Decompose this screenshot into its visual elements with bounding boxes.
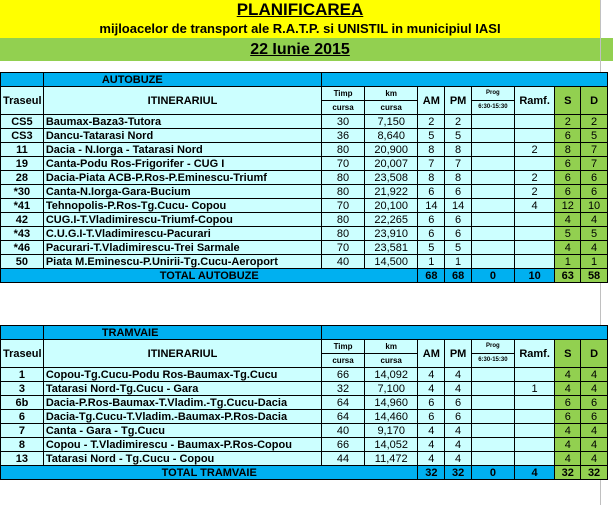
route-prog[interactable] [471,255,514,269]
autobuze-section-label: AUTOBUZE [43,73,321,87]
route-d[interactable]: 4 [581,382,608,396]
route-itinerary[interactable]: Tatarasi Nord-Tg.Cucu - Gara [43,382,321,396]
route-number[interactable]: *46 [1,241,44,255]
header-pm: PM [445,87,472,115]
route-itinerary[interactable]: Pacurari-T.Vladimirescu-Trei Sarmale [43,241,321,255]
route-prog[interactable] [471,424,514,438]
route-ramf[interactable] [514,410,555,424]
route-ramf[interactable]: 1 [514,382,555,396]
route-am[interactable]: 4 [418,424,445,438]
total-am: 32 [418,466,445,480]
table-row [1,129,608,143]
route-number[interactable]: 8 [1,438,44,452]
route-pm[interactable]: 4 [445,424,472,438]
route-itinerary[interactable]: C.U.G.I-T.Vladimirescu-Pacurari [43,227,321,241]
route-s[interactable]: 5 [555,227,581,241]
route-km[interactable]: 14,052 [364,438,418,452]
route-ramf[interactable]: 2 [514,143,555,157]
route-km[interactable]: 23,508 [364,171,418,185]
tramvaie-total-label: TOTAL TRAMVAIE [1,466,418,480]
total-ramf: 10 [514,269,555,283]
header-am: AM [418,87,445,115]
route-number[interactable]: 1 [1,368,44,382]
route-pm[interactable]: 8 [445,143,472,157]
route-prog[interactable] [471,115,514,129]
route-ramf[interactable] [514,255,555,269]
route-s[interactable]: 6 [555,129,581,143]
route-s[interactable]: 4 [555,213,581,227]
header-d: D [581,340,608,368]
route-d[interactable]: 4 [581,368,608,382]
route-time[interactable]: 40 [322,424,365,438]
section-filler [322,73,608,87]
route-time[interactable]: 70 [322,199,365,213]
route-am[interactable]: 8 [418,171,445,185]
route-pm[interactable]: 4 [445,368,472,382]
route-am[interactable]: 14 [418,199,445,213]
route-d[interactable]: 4 [581,438,608,452]
header-timp: Timp [322,340,365,354]
route-ramf[interactable] [514,227,555,241]
total-prog: 0 [471,269,514,283]
route-ramf[interactable] [514,213,555,227]
tramvaie-section-header [1,326,608,340]
route-am[interactable]: 6 [418,213,445,227]
route-prog[interactable] [471,129,514,143]
total-d: 32 [581,466,608,480]
sheet-edge-fill [601,38,613,61]
route-s[interactable]: 4 [555,241,581,255]
route-d[interactable]: 2 [581,115,608,129]
route-am[interactable]: 8 [418,143,445,157]
route-pm[interactable]: 5 [445,129,472,143]
route-ramf[interactable] [514,396,555,410]
route-km[interactable]: 20,100 [364,199,418,213]
route-d[interactable]: 6 [581,396,608,410]
route-ramf[interactable]: 4 [514,199,555,213]
tramvaie-section-label: TRAMVAIE [43,326,321,340]
route-s[interactable]: 4 [555,452,581,466]
header-ramf: Ramf. [514,87,555,115]
route-pm[interactable]: 1 [445,255,472,269]
route-number[interactable]: 42 [1,213,44,227]
section-filler [322,326,608,340]
route-am[interactable]: 6 [418,185,445,199]
route-pm[interactable]: 4 [445,438,472,452]
route-pm[interactable]: 6 [445,410,472,424]
route-pm[interactable]: 7 [445,157,472,171]
route-ramf[interactable] [514,424,555,438]
route-s[interactable]: 6 [555,171,581,185]
route-prog[interactable] [471,213,514,227]
route-d[interactable]: 7 [581,157,608,171]
route-d[interactable]: 5 [581,129,608,143]
route-km[interactable]: 21,922 [364,185,418,199]
route-prog[interactable] [471,452,514,466]
header-km-sub: cursa [364,101,418,115]
route-prog[interactable] [471,241,514,255]
route-km[interactable]: 23,910 [364,227,418,241]
column-header-row [1,87,608,101]
table-row [1,227,608,241]
route-km[interactable]: 22,265 [364,213,418,227]
route-time[interactable]: 64 [322,396,365,410]
route-s[interactable]: 6 [555,157,581,171]
route-km[interactable]: 9,170 [364,424,418,438]
section-spacer [1,73,44,87]
route-pm[interactable]: 6 [445,396,472,410]
table-row [1,157,608,171]
route-time[interactable]: 30 [322,115,365,129]
route-pm[interactable]: 5 [445,241,472,255]
route-prog[interactable] [471,157,514,171]
route-km[interactable]: 20,900 [364,143,418,157]
route-pm[interactable]: 8 [445,171,472,185]
route-ramf[interactable] [514,438,555,452]
route-am[interactable]: 1 [418,255,445,269]
route-itinerary[interactable]: Dacia-Piata ACB-P.Ros-P.Eminescu-Triumf [43,171,321,185]
route-number[interactable]: 13 [1,452,44,466]
total-s: 63 [555,269,581,283]
table-row [1,255,608,269]
route-prog[interactable] [471,438,514,452]
route-itinerary[interactable]: Dancu-Tatarasi Nord [43,129,321,143]
route-itinerary[interactable]: Dacia - N.Iorga - Tatarasi Nord [43,143,321,157]
route-am[interactable]: 4 [418,382,445,396]
route-ramf[interactable]: 2 [514,185,555,199]
table-row [1,241,608,255]
header-timp-sub: cursa [322,354,365,368]
route-number[interactable]: CS5 [1,115,44,129]
autobuze-total-row [1,269,608,283]
route-am[interactable]: 6 [418,227,445,241]
route-itinerary[interactable]: Dacia-P.Ros-Baumax-T.Vladim.-Tg.Cucu-Dacia [43,396,321,410]
table-row [1,452,608,466]
route-ramf[interactable] [514,452,555,466]
route-prog[interactable] [471,368,514,382]
route-number[interactable]: *30 [1,185,44,199]
route-itinerary[interactable]: Canta - Gara - Tg.Cucu [43,424,321,438]
route-d[interactable]: 5 [581,227,608,241]
table-row [1,185,608,199]
route-s[interactable]: 1 [555,255,581,269]
total-s: 32 [555,466,581,480]
route-km[interactable]: 20,007 [364,157,418,171]
total-pm: 32 [445,466,472,480]
table-row [1,368,608,382]
route-itinerary[interactable]: Baumax-Baza3-Tutora [43,115,321,129]
route-pm[interactable]: 2 [445,115,472,129]
route-km[interactable]: 14,092 [364,368,418,382]
header-ramf: Ramf. [514,340,555,368]
route-km[interactable]: 14,500 [364,255,418,269]
route-ramf[interactable] [514,241,555,255]
route-pm[interactable]: 14 [445,199,472,213]
route-number[interactable]: 50 [1,255,44,269]
route-prog[interactable] [471,143,514,157]
autobuze-table [0,72,608,283]
route-time[interactable]: 70 [322,241,365,255]
table-row [1,213,608,227]
route-am[interactable]: 4 [418,368,445,382]
route-time[interactable]: 66 [322,368,365,382]
table-row [1,171,608,185]
route-am[interactable]: 5 [418,241,445,255]
route-itinerary[interactable]: Dacia-Tg.Cucu-T.Vladim.-Baumax-P.Ros-Dacia [43,410,321,424]
route-itinerary[interactable]: Tatarasi Nord - Tg.Cucu - Copou [43,452,321,466]
table-row [1,382,608,396]
route-time[interactable]: 70 [322,157,365,171]
route-itinerary[interactable]: Canta-Podu Ros-Frigorifer - CUG I [43,157,321,171]
route-time[interactable]: 80 [322,185,365,199]
page-title: PLANIFICAREA [0,0,600,19]
route-s[interactable]: 4 [555,438,581,452]
route-km[interactable]: 7,100 [364,382,418,396]
table-row [1,115,608,129]
route-d[interactable]: 1 [581,255,608,269]
route-time[interactable]: 80 [322,171,365,185]
route-km[interactable]: 14,460 [364,410,418,424]
route-number[interactable]: 11 [1,143,44,157]
route-number[interactable]: CS3 [1,129,44,143]
header-prog-sub: 6:30-15:30 [471,101,514,115]
route-d[interactable]: 4 [581,452,608,466]
route-prog[interactable] [471,227,514,241]
route-pm[interactable]: 4 [445,452,472,466]
route-ramf[interactable] [514,157,555,171]
route-km[interactable]: 11,472 [364,452,418,466]
route-ramf[interactable] [514,368,555,382]
route-s[interactable]: 6 [555,185,581,199]
header-itinerariul: ITINERARIUL [43,87,321,115]
plan-date: 22 Iunie 2015 [0,38,600,61]
tramvaie-total-row [1,466,608,480]
route-d[interactable]: 10 [581,199,608,213]
route-km[interactable]: 23,581 [364,241,418,255]
route-d[interactable]: 4 [581,424,608,438]
route-s[interactable]: 2 [555,115,581,129]
header-s: S [555,340,581,368]
table-row [1,396,608,410]
route-s[interactable]: 4 [555,382,581,396]
route-number[interactable]: 28 [1,171,44,185]
route-time[interactable]: 80 [322,227,365,241]
header-d: D [581,87,608,115]
route-prog[interactable] [471,171,514,185]
header-km-sub: cursa [364,354,418,368]
header-prog: Prog [471,87,514,101]
table-row [1,438,608,452]
route-prog[interactable] [471,410,514,424]
route-number[interactable]: *43 [1,227,44,241]
route-d[interactable]: 6 [581,171,608,185]
route-am[interactable]: 6 [418,396,445,410]
route-am[interactable]: 4 [418,452,445,466]
route-pm[interactable]: 6 [445,227,472,241]
route-itinerary[interactable]: Tehnopolis-P.Ros-Tg.Cucu- Copou [43,199,321,213]
header-am: AM [418,340,445,368]
route-itinerary[interactable]: Copou-Tg.Cucu-Podu Ros-Baumax-Tg.Cucu [43,368,321,382]
route-d[interactable]: 6 [581,410,608,424]
route-number[interactable]: 19 [1,157,44,171]
route-d[interactable]: 4 [581,213,608,227]
autobuze-section-header [1,73,608,87]
header-pm: PM [445,340,472,368]
route-pm[interactable]: 6 [445,185,472,199]
route-pm[interactable]: 6 [445,213,472,227]
autobuze-total-label: TOTAL AUTOBUZE [1,269,418,283]
route-s[interactable]: 12 [555,199,581,213]
route-time[interactable]: 32 [322,382,365,396]
route-km[interactable]: 14,960 [364,396,418,410]
header-prog-sub: 6:30-15:30 [471,354,514,368]
route-ramf[interactable]: 2 [514,171,555,185]
header-km: km [364,87,418,101]
route-time[interactable]: 44 [322,452,365,466]
route-pm[interactable]: 4 [445,382,472,396]
route-time[interactable]: 36 [322,129,365,143]
route-prog[interactable] [471,185,514,199]
section-spacer [1,326,44,340]
table-row [1,424,608,438]
route-am[interactable]: 6 [418,410,445,424]
route-am[interactable]: 4 [418,438,445,452]
table-row [1,199,608,213]
route-itinerary[interactable]: Copou - T.Vladimirescu - Baumax-P.Ros-Copou [43,438,321,452]
route-s[interactable]: 4 [555,424,581,438]
total-prog: 0 [471,466,514,480]
route-prog[interactable] [471,396,514,410]
total-ramf: 4 [514,466,555,480]
route-am[interactable]: 5 [418,129,445,143]
route-itinerary[interactable]: CUG.I-T.Vladimirescu-Triumf-Copou [43,213,321,227]
route-number[interactable]: 3 [1,382,44,396]
route-d[interactable]: 4 [581,241,608,255]
route-time[interactable]: 80 [322,213,365,227]
route-itinerary[interactable]: Piata M.Eminescu-P.Unirii-Tg.Cucu-Aeroport [43,255,321,269]
header-itinerariul: ITINERARIUL [43,340,321,368]
page-subtitle: mijloacelor de transport ale R.A.T.P. si UNISTIL in municipiul IASI [0,19,600,38]
route-s[interactable]: 8 [555,143,581,157]
total-am: 68 [418,269,445,283]
route-s[interactable]: 4 [555,368,581,382]
total-d: 58 [581,269,608,283]
route-am[interactable]: 7 [418,157,445,171]
table-row [1,143,608,157]
route-prog[interactable] [471,199,514,213]
header-timp-sub: cursa [322,101,365,115]
route-number[interactable]: *41 [1,199,44,213]
route-d[interactable]: 7 [581,143,608,157]
route-time[interactable]: 64 [322,410,365,424]
header-traseu: Traseul [1,340,44,368]
route-itinerary[interactable]: Canta-N.Iorga-Gara-Bucium [43,185,321,199]
route-km[interactable]: 8,640 [364,129,418,143]
route-am[interactable]: 2 [418,115,445,129]
header-traseu: Traseul [1,87,44,115]
route-d[interactable]: 6 [581,185,608,199]
route-s[interactable]: 6 [555,396,581,410]
route-s[interactable]: 6 [555,410,581,424]
header-timp: Timp [322,87,365,101]
route-prog[interactable] [471,382,514,396]
header-prog: Prog [471,340,514,354]
route-time[interactable]: 66 [322,438,365,452]
total-pm: 68 [445,269,472,283]
route-number[interactable]: 6 [1,410,44,424]
route-number[interactable]: 6b [1,396,44,410]
tramvaie-table [0,325,608,480]
header-km: km [364,340,418,354]
route-number[interactable]: 7 [1,424,44,438]
route-time[interactable]: 80 [322,143,365,157]
table-row [1,410,608,424]
header-s: S [555,87,581,115]
route-time[interactable]: 40 [322,255,365,269]
column-header-row [1,340,608,354]
route-km[interactable]: 7,150 [364,115,418,129]
route-ramf[interactable] [514,129,555,143]
route-ramf[interactable] [514,115,555,129]
